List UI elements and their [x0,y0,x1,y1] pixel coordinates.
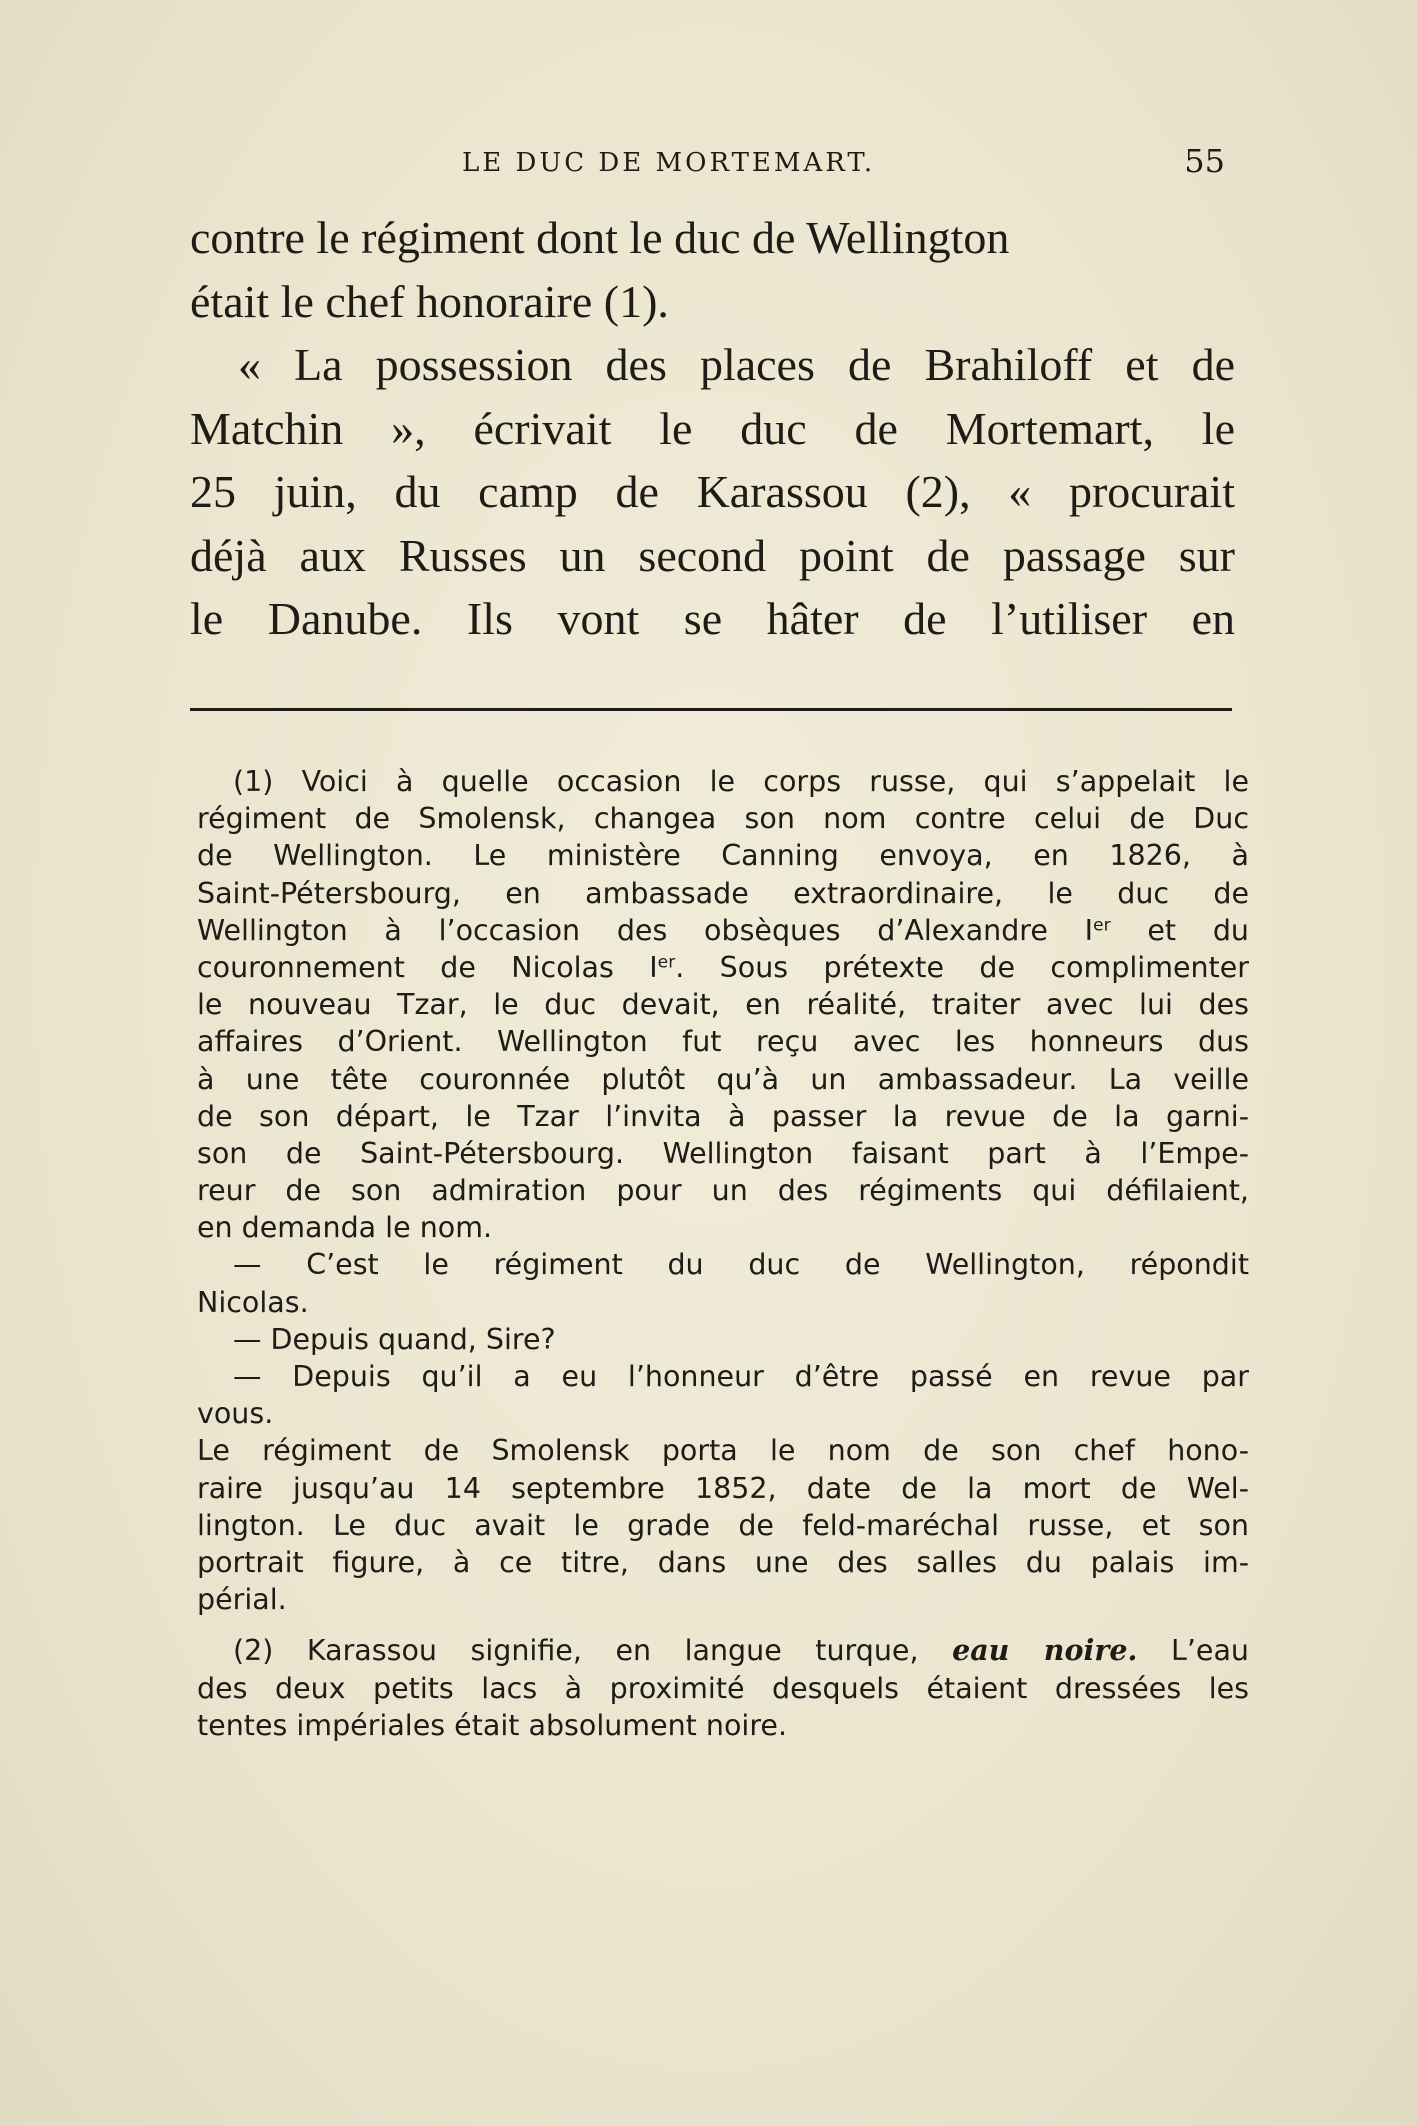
text-line: était le chef honoraire (1). [190,275,669,327]
footnote-line: — Depuis quand, Sire? [233,1322,556,1356]
page-number: 55 [1184,142,1225,180]
text-line: contre le régiment dont le duc de Wellington [190,212,1010,263]
footnotes [197,763,1249,1744]
text-line: Matchin », écrivait le duc de Mortemart, le [190,402,1235,454]
footnote-line [197,1632,1249,1669]
page-header [190,142,1240,188]
running-title: LE DUC DE MORTEMART. [462,148,876,178]
text-line: le Danube. Ils vont se hâter de l’utiliser en [190,593,1235,644]
footnote-line: en demanda le nom. [197,1211,493,1245]
footnote-line: lington. Le duc avait le grade de feld-maréchal russe, et son [197,1508,1249,1542]
footnote-line: tentes impériales était absolument noire. [197,1708,787,1742]
footnote-line: Nicolas. [197,1285,309,1319]
footnote-line: Saint-Pétersbourg, en ambassade extraordinaire, le duc de [197,876,1249,910]
footnote-line [197,949,1249,986]
footnote-line: de Wellington. Le ministère Canning envoya, en 1826, à [197,839,1249,873]
main-text [190,206,1235,651]
footnote-line [197,912,1249,949]
footnote-line: portrait figure, à ce titre, dans une des salles du palais im- [197,1545,1249,1579]
footnote-line: régiment de Smolensk, changea son nom contre celui de Duc [197,802,1249,836]
italic-text: eau noire. [952,1633,1138,1668]
footnote-line: son de Saint-Pétersbourg. Wellington faisant part à l’Empe- [197,1136,1249,1170]
footnote-line: périal. [197,1583,287,1617]
footnote-line: à une tête couronnée plutôt qu’à un ambassadeur. La veille [197,1062,1249,1096]
footnote-text: Wellington à l’occasion des obsèques d’Alexandre I [197,913,1094,947]
footnote-line: de son départ, le Tzar l’invita à passer la revue de la garni- [197,1099,1249,1133]
footnote-separator [190,708,1232,711]
text-line: déjà aux Russes un second point de passage sur [190,529,1235,581]
footnote-line: le nouveau Tzar, le duc devait, en réalité, traiter avec lui des [197,988,1249,1022]
superscript: er [657,952,676,973]
footnote-line: raire jusqu’au 14 septembre 1852, date de la mort de Wel- [197,1471,1249,1505]
footnote-line: — C’est le régiment du duc de Wellington, répondit [233,1248,1249,1282]
footnote-line: affaires d’Orient. Wellington fut reçu avec les honneurs dus [197,1025,1249,1059]
footnote-line: — Depuis qu’il a eu l’honneur d’être passé en revue par [233,1360,1249,1393]
footnote-text: L’eau [1137,1634,1249,1668]
footnote-line: des deux petits lacs à proximité desquels étaient dressées les [197,1671,1249,1705]
footnote-text: . Sous prétexte de complimenter [675,950,1249,984]
text-line: « La possession des places de Brahiloff et de [238,339,1235,390]
footnote-text: et du [1110,913,1249,947]
superscript: er [1093,915,1111,936]
footnote-line: (1) Voici à quelle occasion le corps russe, qui s’appelait le [233,765,1249,798]
footnote-line: vous. [197,1397,274,1431]
footnote-line: Le régiment de Smolensk porta le nom de son chef hono- [197,1434,1249,1468]
footnote-text: (2) Karassou signifie, en langue turque, [233,1634,953,1668]
text-line: 25 juin, du camp de Karassou (2), « procurait [190,466,1235,517]
footnote-text: couronnement de Nicolas I [197,950,658,984]
footnote-line: reur de son admiration pour un des régiments qui défilaient, [197,1174,1249,1208]
footnote-gap [197,1618,1249,1632]
